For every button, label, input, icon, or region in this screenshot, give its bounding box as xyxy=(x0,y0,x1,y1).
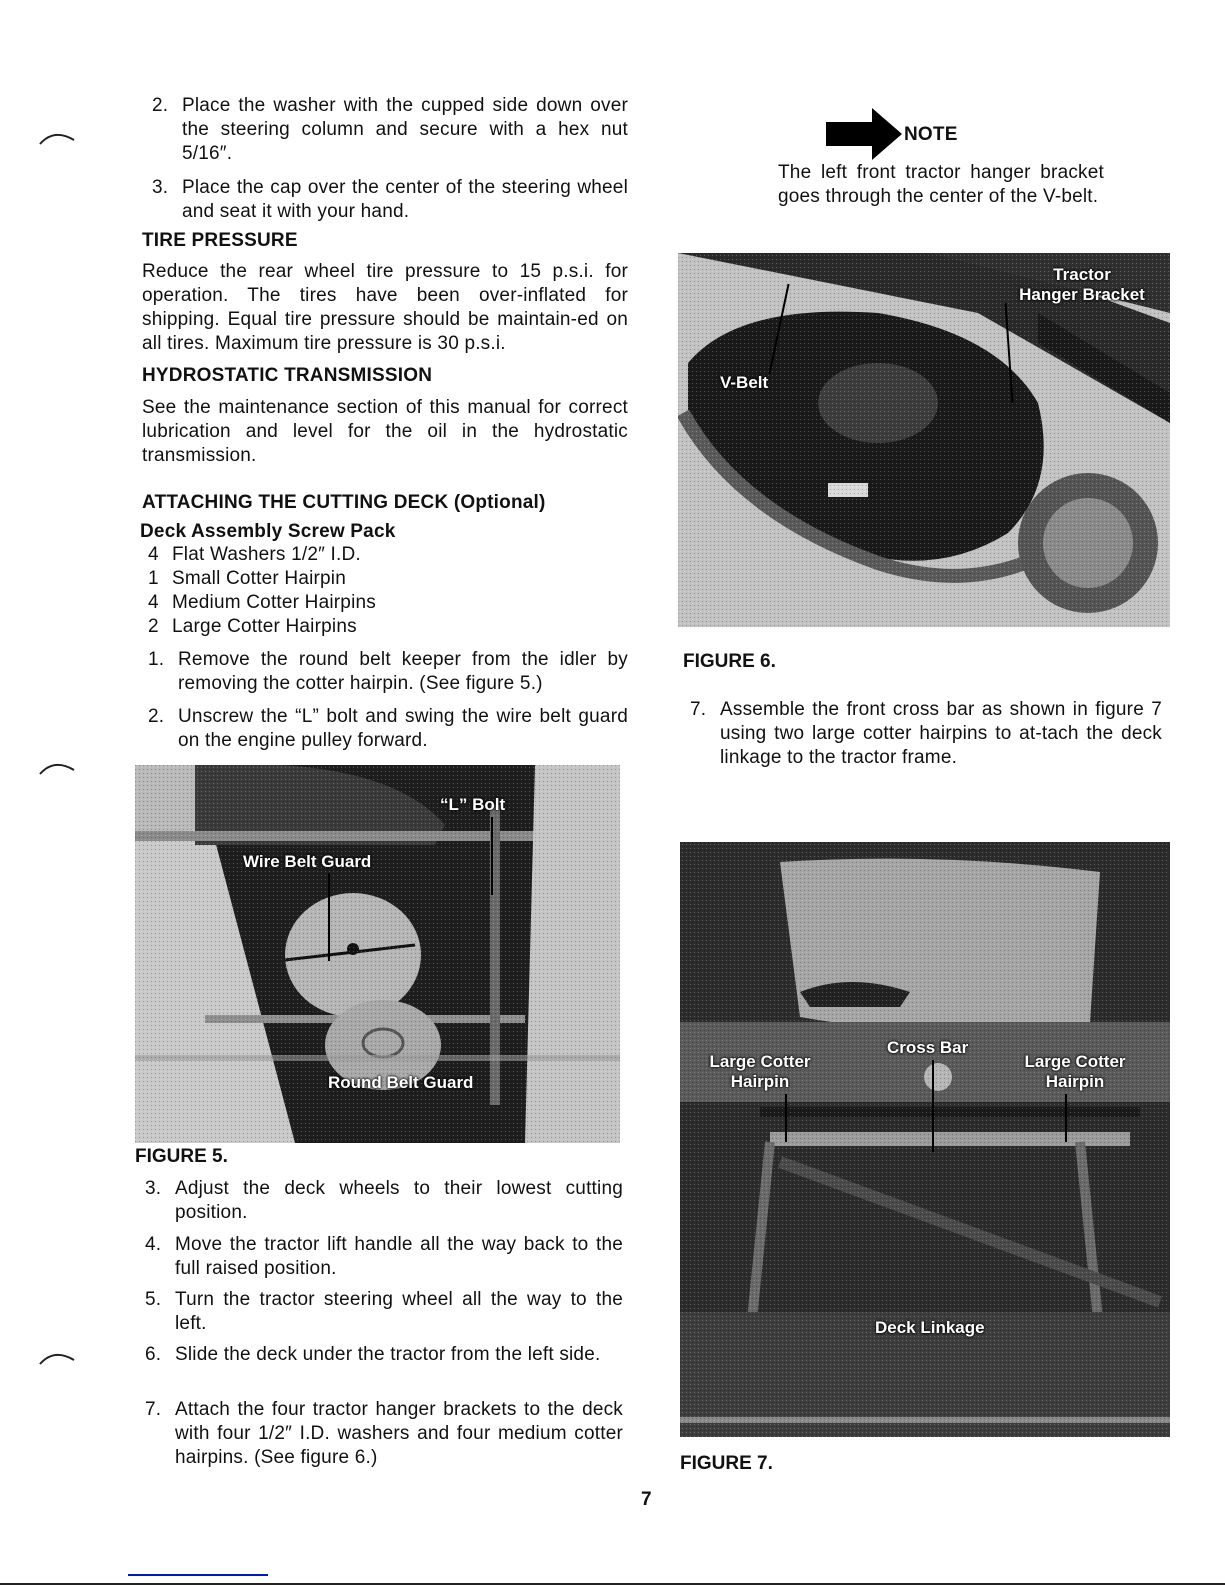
step-number: 1. xyxy=(148,649,165,670)
label-deck-linkage: Deck Linkage xyxy=(875,1318,985,1337)
step-text: Slide the deck under the tractor from the left side. xyxy=(175,1344,601,1365)
part-desc: Medium Cotter Hairpins xyxy=(172,592,376,613)
figure-6-photo xyxy=(678,253,1170,627)
step-text: Assemble the front cross bar as shown in figure 7 using two large cotter hairpins to at-tach the deck linkage to the tractor frame. xyxy=(720,699,1162,768)
part-row xyxy=(148,591,448,615)
binding-hole-mark xyxy=(38,758,78,778)
step-number: 6. xyxy=(145,1344,162,1365)
label-round-belt-guard: Round Belt Guard xyxy=(328,1073,474,1092)
part-row xyxy=(148,567,448,591)
step-text: Turn the tractor steering wheel all the way to the left. xyxy=(175,1289,623,1334)
label-right-large-cotter-hairpin xyxy=(1010,1052,1140,1092)
note-label: NOTE xyxy=(904,124,958,145)
step-number: 7. xyxy=(690,699,707,720)
part-row xyxy=(148,543,448,567)
step-text: Attach the four tractor hanger brackets to the deck with four 1/2″ I.D. washers and four medium cotter hairpins. (See figure 6.) xyxy=(175,1399,623,1468)
hydrostatic-body: See the maintenance section of this manual for correct lubrication and level for the oil in the hydrostatic transmission. xyxy=(142,397,628,466)
leader-line xyxy=(328,873,330,961)
figure-5-caption: FIGURE 5. xyxy=(135,1146,228,1167)
part-qty: 1 xyxy=(148,568,159,589)
step-text: Adjust the deck wheels to their lowest cutting position. xyxy=(175,1178,623,1223)
attaching-deck-heading: ATTACHING THE CUTTING DECK (Optional) xyxy=(142,492,546,513)
part-desc: Flat Washers 1/2″ I.D. xyxy=(172,544,361,565)
note-text: The left front tractor hanger bracket goes through the center of the V-belt. xyxy=(778,162,1104,207)
label-cross-bar: Cross Bar xyxy=(887,1038,969,1057)
part-qty: 4 xyxy=(148,544,159,565)
figure-7-photo xyxy=(680,842,1170,1437)
tire-pressure-body: Reduce the rear wheel tire pressure to 15 p.s.i. for operation. The tires have been over-inflated for shipping. Equal tire pressure should be maintain-ed on all tires. Maximum tire pressure is 30 p.s.i. xyxy=(142,261,628,354)
label-wire-belt-guard: Wire Belt Guard xyxy=(243,852,372,871)
leader-line xyxy=(785,1094,787,1142)
scan-link-line xyxy=(128,1574,268,1576)
step-text: Move the tractor lift handle all the way back to the full raised position. xyxy=(175,1234,623,1279)
label-line: Hairpin xyxy=(1045,1072,1105,1091)
label-l-bolt: “L” Bolt xyxy=(440,795,506,814)
step-number: 7. xyxy=(145,1399,162,1420)
step-number: 2. xyxy=(152,95,169,116)
leader-line xyxy=(491,817,493,895)
label-line: Large Cotter xyxy=(709,1052,811,1071)
step-text: Place the cap over the center of the steering wheel and seat it with your hand. xyxy=(182,177,628,222)
hydrostatic-heading: HYDROSTATIC TRANSMISSION xyxy=(142,365,433,386)
step-text: Remove the round belt keeper from the idler by removing the cotter hairpin. (See figure 5.) xyxy=(178,649,628,694)
label-line: Large Cotter xyxy=(1024,1052,1126,1071)
step-number: 4. xyxy=(145,1234,162,1255)
part-desc: Small Cotter Hairpin xyxy=(172,568,346,589)
label-tractor-hanger-bracket xyxy=(996,265,1168,305)
step-number: 5. xyxy=(145,1289,162,1310)
part-row xyxy=(148,615,448,639)
step-number: 3. xyxy=(145,1178,162,1199)
step-text: Place the washer with the cupped side down over the steering column and secure with a hex nut 5/16″. xyxy=(182,95,628,164)
page-number: 7 xyxy=(641,1489,652,1510)
figure-5-photo xyxy=(135,765,620,1143)
label-line: Hairpin xyxy=(730,1072,790,1091)
label-line: Tractor xyxy=(1053,265,1111,284)
leader-line xyxy=(1065,1094,1067,1142)
binding-hole-mark xyxy=(38,128,78,148)
label-line: Hanger Bracket xyxy=(1019,285,1145,304)
figure-6-caption: FIGURE 6. xyxy=(683,651,776,672)
part-qty: 2 xyxy=(148,616,159,637)
arrow-right-icon xyxy=(826,108,904,160)
step-number: 3. xyxy=(152,177,169,198)
tire-pressure-heading: TIRE PRESSURE xyxy=(142,230,298,251)
screw-pack-heading: Deck Assembly Screw Pack xyxy=(140,521,396,542)
label-left-large-cotter-hairpin xyxy=(700,1052,820,1092)
step-number: 2. xyxy=(148,706,165,727)
binding-hole-mark xyxy=(38,1348,78,1368)
label-v-belt: V-Belt xyxy=(720,373,769,392)
part-qty: 4 xyxy=(148,592,159,613)
leader-line xyxy=(932,1060,934,1152)
screw-pack-list xyxy=(148,543,448,639)
part-desc: Large Cotter Hairpins xyxy=(172,616,357,637)
step-text: Unscrew the “L” bolt and swing the wire belt guard on the engine pulley forward. xyxy=(178,706,628,751)
figure-7-caption: FIGURE 7. xyxy=(680,1453,773,1474)
